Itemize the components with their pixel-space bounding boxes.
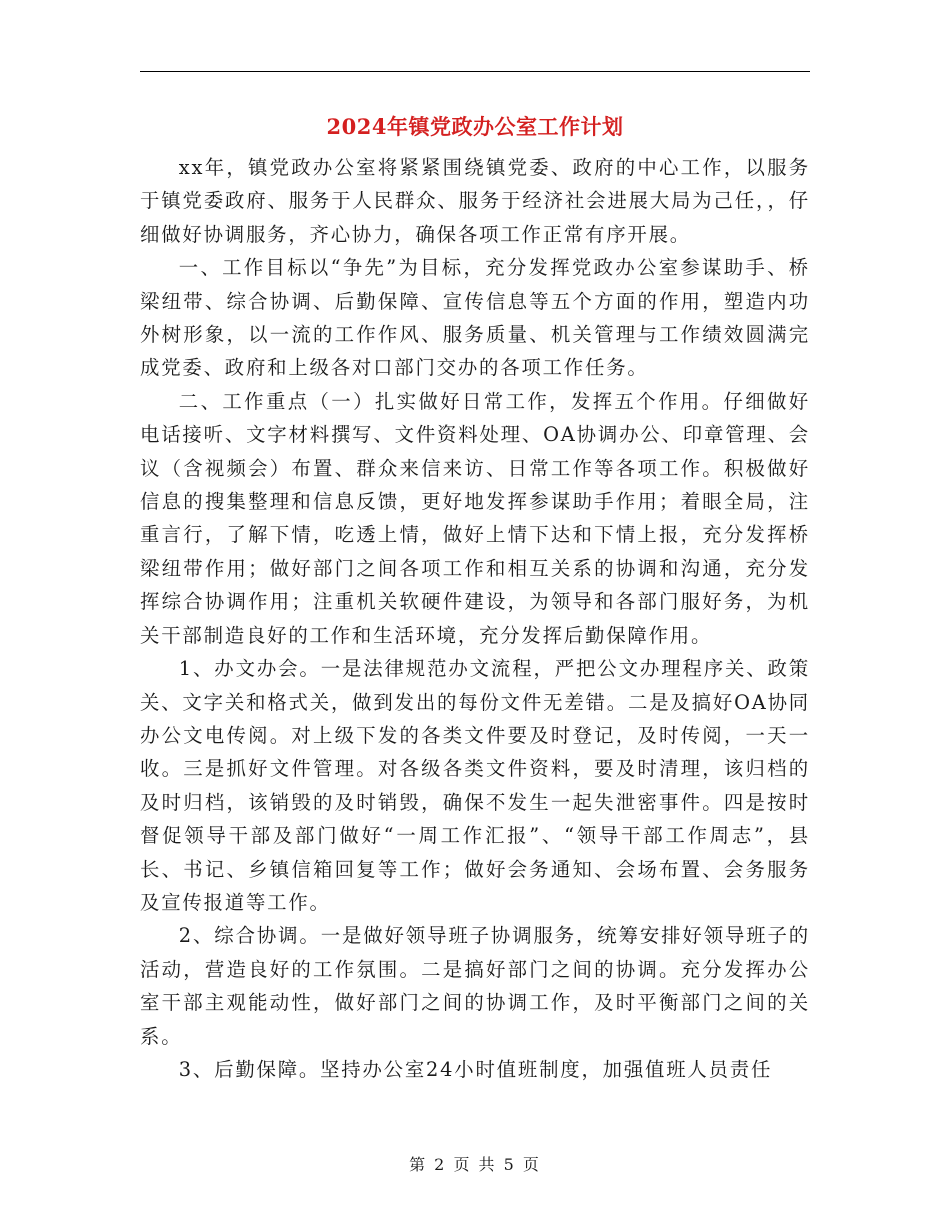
paragraph-goals: 一、工作目标以“争先”为目标，充分发挥党政办公室参谋助手、桥梁纽带、综合协调、后勤保障、宣传信息等五个方面的作用，塑造内功外树形象，以一流的工作作风、服务质量、机关管理与工作绩效圆满完成党委、政府和上级各对口部门交办的各项工作任务。 <box>140 256 810 380</box>
page-number: 第 2 页 共 5 页 <box>409 1155 541 1174</box>
paragraph-documents-meetings: 1、办文办会。一是法律规范办文流程，严把公文办理程序关、政策关、文字关和格式关，做到发出的每份文件无差错。二是及搞好OA协同办公文电传阅。对上级下发的各类文件要及时登记，及时传阅，一天一收。三是抓好文件管理。对各级各类文件资料，要及时清理，该归档的及时归档，该销毁的及时销毁，确保不发生一起失泄密事件。四是按时督促领导干部及部门做好“一周工作汇报”、“领导干部工作周志”，县长、书记、乡镇信箱回复等工作；做好会务通知、会场布置、会务服务及宣传报道等工作。 <box>140 657 810 914</box>
paragraph-coordination: 2、综合协调。一是做好领导班子协调服务，统筹安排好领导班子的活动，营造良好的工作氛围。二是搞好部门之间的协调。充分发挥办公室干部主观能动性，做好部门之间的协调工作，及时平衡部门之间的关系。 <box>140 924 810 1048</box>
document-title: 2024年镇党政办公室工作计划 <box>326 114 624 139</box>
paragraph-priorities: 二、工作重点（一）扎实做好日常工作，发挥五个作用。仔细做好电话接听、文字材料撰写、文件资料处理、OA协调办公、印章管理、会议（含视频会）布置、群众来信来访、日常工作等各项工作。积极做好信息的搜集整理和信息反馈，更好地发挥参谋助手作用；着眼全局，注重言行，了解下情，吃透上情，做好上情下达和下情上报，充分发挥桥梁纽带作用；做好部门之间各项工作和相互关系的协调和沟通，充分发挥综合协调作用；注重机关软硬件建设，为领导和各部门服好务，为机关干部制造良好的工作和生活环境，充分发挥后勤保障作用。 <box>140 389 810 647</box>
paragraph-logistics: 3、后勤保障。坚持办公室24小时值班制度，加强值班人员责任 <box>178 1057 773 1081</box>
header-rule <box>140 71 810 72</box>
document-body <box>140 151 810 1086</box>
paragraph-intro: xx年，镇党政办公室将紧紧围绕镇党委、政府的中心工作，以服务于镇党委政府、服务于人民群众、服务于经济社会进展大局为己任，，仔细做好协调服务，齐心协力，确保各项工作正常有序开展。 <box>140 156 810 246</box>
